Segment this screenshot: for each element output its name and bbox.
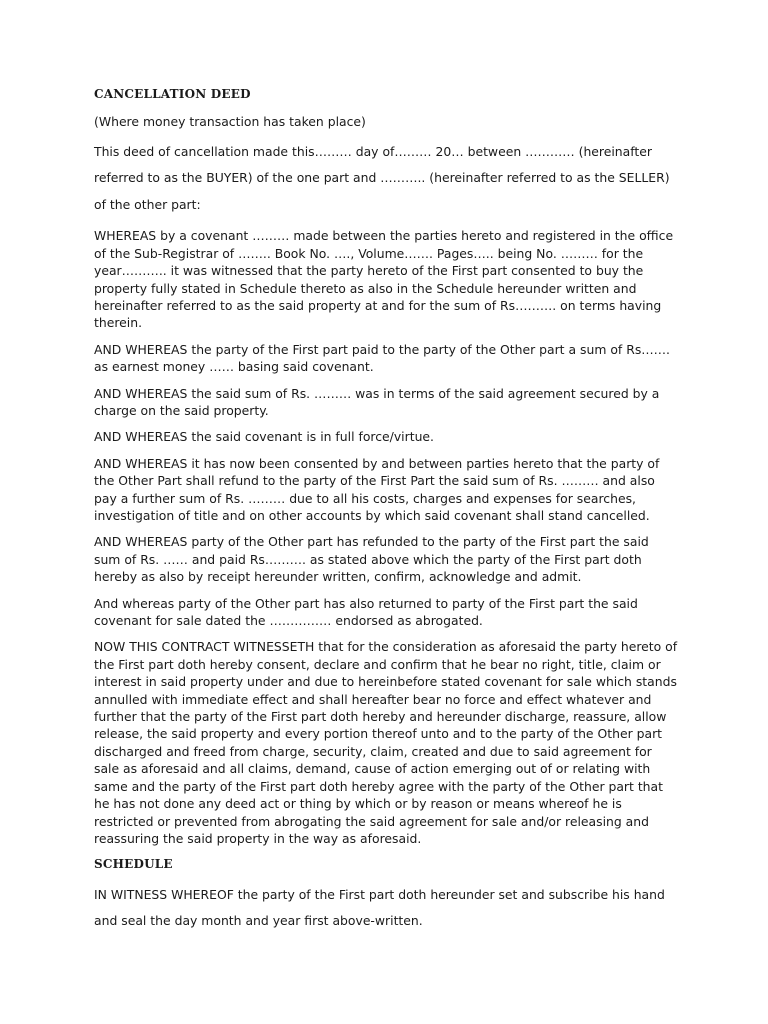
paragraph-full-force: AND WHEREAS the said covenant is in full force/virtue. (94, 429, 434, 445)
paragraph-refund-consent: AND WHEREAS it has now been consented by and between parties hereto that the party of the Other Part shall refund to the party of the First Part the said sum of Rs. ……… and also pay a further sum of Rs. ……… due to all his costs, charges and expenses for searches, investigation of title and on other accounts by which said covenant shall stand cancelled. (94, 455, 660, 523)
intro-line-3: of the other part: (94, 196, 201, 212)
intro-line-2: referred to as the BUYER) of the one part and ……….. (hereinafter referred to as the SELLER) (94, 170, 670, 186)
paragraph-returned-covenant: And whereas party of the Other part has also returned to party of the First part the said covenant for sale dated the …………… endorsed as abrogated. (94, 595, 638, 629)
schedule-heading: SCHEDULE (94, 857, 173, 872)
paragraph-charge-secured: AND WHEREAS the said sum of Rs. ……… was in terms of the said agreement secured by a charge on the said property. (94, 385, 660, 418)
paragraph-earnest-money: AND WHEREAS the party of the First part paid to the party of the Other part a sum of Rs……. as earnest money …… basing said covenant. (94, 341, 670, 375)
paragraph-refunded: AND WHEREAS party of the Other part has refunded to the party of the First part the said sum of Rs. …… and paid Rs………. as stated above which the party of the First part doth hereby as also by receipt hereunder written, confirm, acknowledge and admit. (94, 534, 649, 585)
document-body (94, 86, 678, 935)
intro-line-1: This deed of cancellation made this……… day of……… 20… between ………… (hereinafter (94, 143, 652, 159)
paragraph-contract-witnesseth: NOW THIS CONTRACT WITNESSETH that for the consideration as aforesaid the party hereto of the First part doth hereby consent, declare and confirm that he bear no right, title, claim or interest in said property under and due to hereinbefore stated covenant for sale which stands annulled with immediate effect and shall hereafter bear no force and effect whatever and further that the party of the First part doth hereby and hereunder discharge, reassure, allow release, the said property and every portion thereof unto and to the party of the Other part discharged and freed from charge, security, claim, created and due to said agreement for sale as aforesaid and all claims, demand, cause of action emerging out of or relating with same and the party of the First part doth hereby agree with the party of the Other part that he has not done any deed act or thing by which or by reason or means whereof he is restricted or prevented from abrogating the said agreement for sale and/or releasing and reassuring the said property in the way as aforesaid. (94, 639, 678, 846)
document-title: CANCELLATION DEED (94, 87, 251, 101)
witness-line-2: and seal the day month and year first above-written. (94, 913, 423, 929)
document-subtitle: (Where money transaction has taken place) (94, 114, 366, 130)
witness-line-1: IN WITNESS WHEREOF the party of the First part doth hereunder set and subscribe his hand (94, 886, 665, 902)
paragraph-whereas-covenant: WHEREAS by a covenant ……… made between the parties hereto and registered in the office of the Sub-Registrar of …….. Book No. …., Volume……. Pages….. being No. ……… for the year……….. it was witnessed that the party hereto of the First part consented to buy the property fully stated in Schedule thereto as also in the Schedule hereunder written and hereinafter referred to as the said property at and for the sum of Rs………. on terms having therein. (94, 228, 674, 331)
